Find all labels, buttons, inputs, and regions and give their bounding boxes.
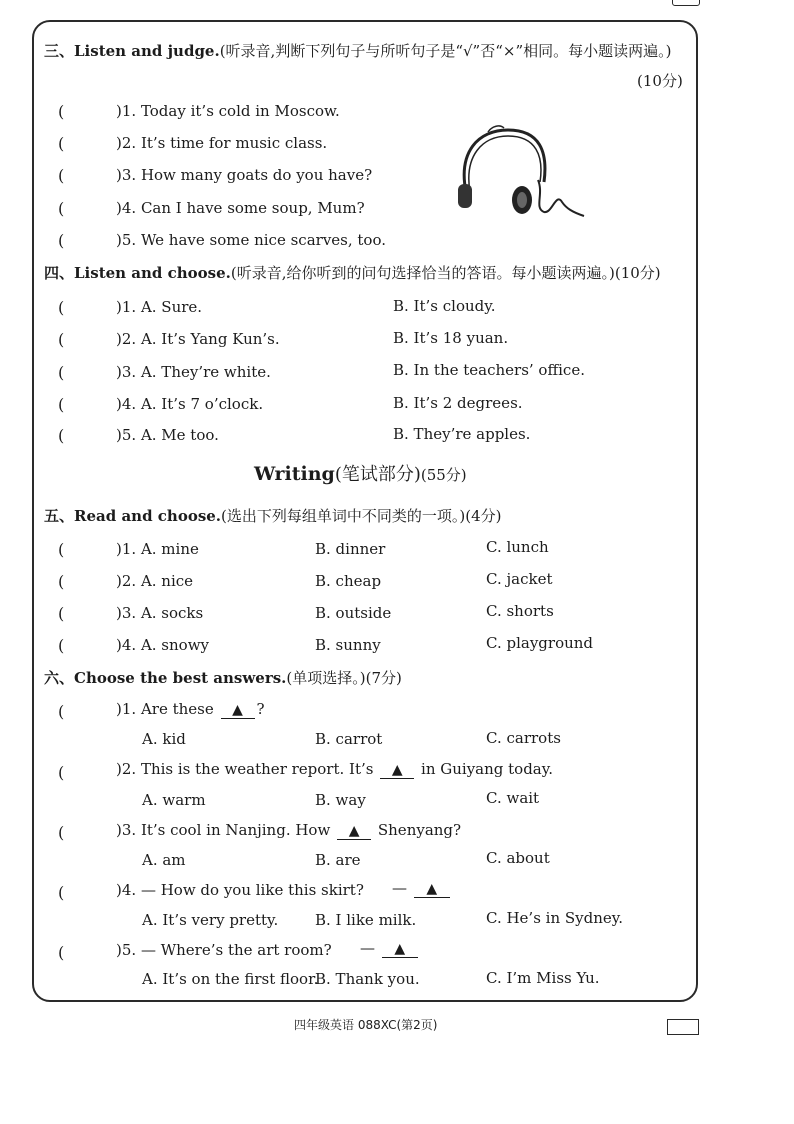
s6-q2-option-a: A. warm	[142, 791, 206, 809]
s6-q5: )5. — Where’s the art room?	[116, 941, 332, 959]
s6-q5-option-a: A. It’s on the first floor.	[142, 970, 319, 988]
s6-q4-option-c: C. He’s in Sydney.	[486, 909, 624, 927]
s6-q1-option-b: B. carrot	[315, 730, 383, 748]
answer-paren: (	[58, 199, 65, 218]
answer-paren: (	[58, 604, 65, 623]
s5-item-3-c: C. shorts	[486, 602, 554, 620]
s6-q4-option-b: B. I like milk.	[315, 911, 417, 929]
s4-item-4-a: )4. A. It’s 7 o’clock.	[116, 395, 264, 413]
answer-paren: (	[58, 298, 65, 317]
section3-points: (10分)	[637, 72, 683, 90]
s5-item-2-c: C. jacket	[486, 570, 553, 588]
answer-blank: ▲	[382, 941, 418, 958]
section5-heading: 五、Read and choose.(选出下列每组单词中不同类的一项。)(4分)	[44, 507, 502, 525]
page-footer: 四年级英语 088XC(第2页)	[294, 1018, 438, 1032]
answer-paren: (	[58, 166, 65, 185]
s4-item-3-b: B. In the teachers’ office.	[393, 361, 585, 379]
s6-q5-option-b: B. Thank you.	[315, 970, 420, 988]
answer-paren: (	[58, 702, 65, 721]
answer-blank: ▲	[380, 762, 414, 779]
section4-heading: 四、Listen and choose.(听录音,给你听到的问句选择恰当的答语。每小题读两遍。)(10分)	[44, 264, 661, 282]
answer-blank: ▲	[337, 823, 371, 840]
s5-item-4-b: B. sunny	[315, 636, 381, 654]
footer-box	[667, 1019, 699, 1035]
s3-item-2: )2. It’s time for music class.	[116, 134, 328, 152]
answer-paren: (	[58, 330, 65, 349]
s6-q4-option-a: A. It’s very pretty.	[142, 911, 279, 929]
s6-q3: )3. It’s cool in Nanjing. How ▲ Shenyang?	[116, 821, 462, 839]
s6-q3-option-a: A. am	[142, 851, 186, 869]
s5-item-2-b: B. cheap	[315, 572, 382, 590]
answer-paren: (	[58, 540, 65, 559]
s4-item-3-a: )3. A. They’re white.	[116, 363, 271, 381]
s5-item-2-a: )2. A. nice	[116, 572, 194, 590]
corner-box	[672, 0, 700, 6]
s6-q2-option-c: C. wait	[486, 789, 540, 807]
s4-item-5-a: )5. A. Me too.	[116, 426, 219, 444]
answer-paren: (	[58, 572, 65, 591]
s5-item-3-a: )3. A. socks	[116, 604, 204, 622]
s6-q3-option-b: B. are	[315, 851, 361, 869]
headphones-illustration	[448, 122, 590, 222]
s6-q1-option-a: A. kid	[142, 730, 186, 748]
answer-paren: (	[58, 134, 65, 153]
section3-heading: 三、Listen and judge.(听录音,判断下列句子与所听句子是“√”否“×”相同。每小题读两遍。)	[44, 42, 672, 60]
answer-paren: (	[58, 395, 65, 414]
s3-item-5: )5. We have some nice scarves, too.	[116, 231, 386, 249]
section6-heading: 六、Choose the best answers.(单项选择。)(7分)	[44, 669, 402, 687]
s5-item-4-c: C. playground	[486, 634, 594, 652]
answer-paren: (	[58, 763, 65, 782]
s4-item-1-b: B. It’s cloudy.	[393, 297, 496, 315]
s4-item-4-b: B. It’s 2 degrees.	[393, 394, 523, 412]
s4-item-5-b: B. They’re apples.	[393, 425, 531, 443]
answer-paren: (	[58, 102, 65, 121]
s5-item-1-b: B. dinner	[315, 540, 386, 558]
s6-q2-option-b: B. way	[315, 791, 366, 809]
answer-paren: (	[58, 426, 65, 445]
s3-item-4: )4. Can I have some soup, Mum?	[116, 199, 365, 217]
s6-q3-option-c: C. about	[486, 849, 550, 867]
answer-blank: ▲	[414, 881, 450, 898]
answer-paren: (	[58, 636, 65, 655]
s5-item-3-b: B. outside	[315, 604, 392, 622]
s4-item-2-b: B. It’s 18 yuan.	[393, 329, 509, 347]
answer-paren: (	[58, 231, 65, 250]
s6-q1: )1. Are these ▲ ?	[116, 700, 265, 718]
answer-paren: (	[58, 943, 65, 962]
s4-item-1-a: )1. A. Sure.	[116, 298, 203, 316]
s6-q4: )4. — How do you like this skirt?	[116, 881, 364, 899]
s5-item-4-a: )4. A. snowy	[116, 636, 210, 654]
s6-q5-answer: — ▲	[360, 939, 420, 958]
s6-q1-option-c: C. carrots	[486, 729, 561, 747]
s5-item-1-a: )1. A. mine	[116, 540, 199, 558]
answer-blank: ▲	[221, 702, 255, 719]
answer-paren: (	[58, 363, 65, 382]
answer-paren: (	[58, 883, 65, 902]
s6-q5-option-c: C. I’m Miss Yu.	[486, 969, 600, 987]
writing-title: Writing(笔试部分)(55分)	[254, 463, 467, 485]
s3-item-1: )1. Today it’s cold in Moscow.	[116, 102, 340, 120]
s3-item-3: )3. How many goats do you have?	[116, 166, 373, 184]
s5-item-1-c: C. lunch	[486, 538, 549, 556]
s4-item-2-a: )2. A. It’s Yang Kun’s.	[116, 330, 280, 348]
s6-q2: )2. This is the weather report. It’s ▲ in Guiyang today.	[116, 760, 553, 778]
s6-q4-answer: — ▲	[392, 879, 452, 898]
answer-paren: (	[58, 823, 65, 842]
